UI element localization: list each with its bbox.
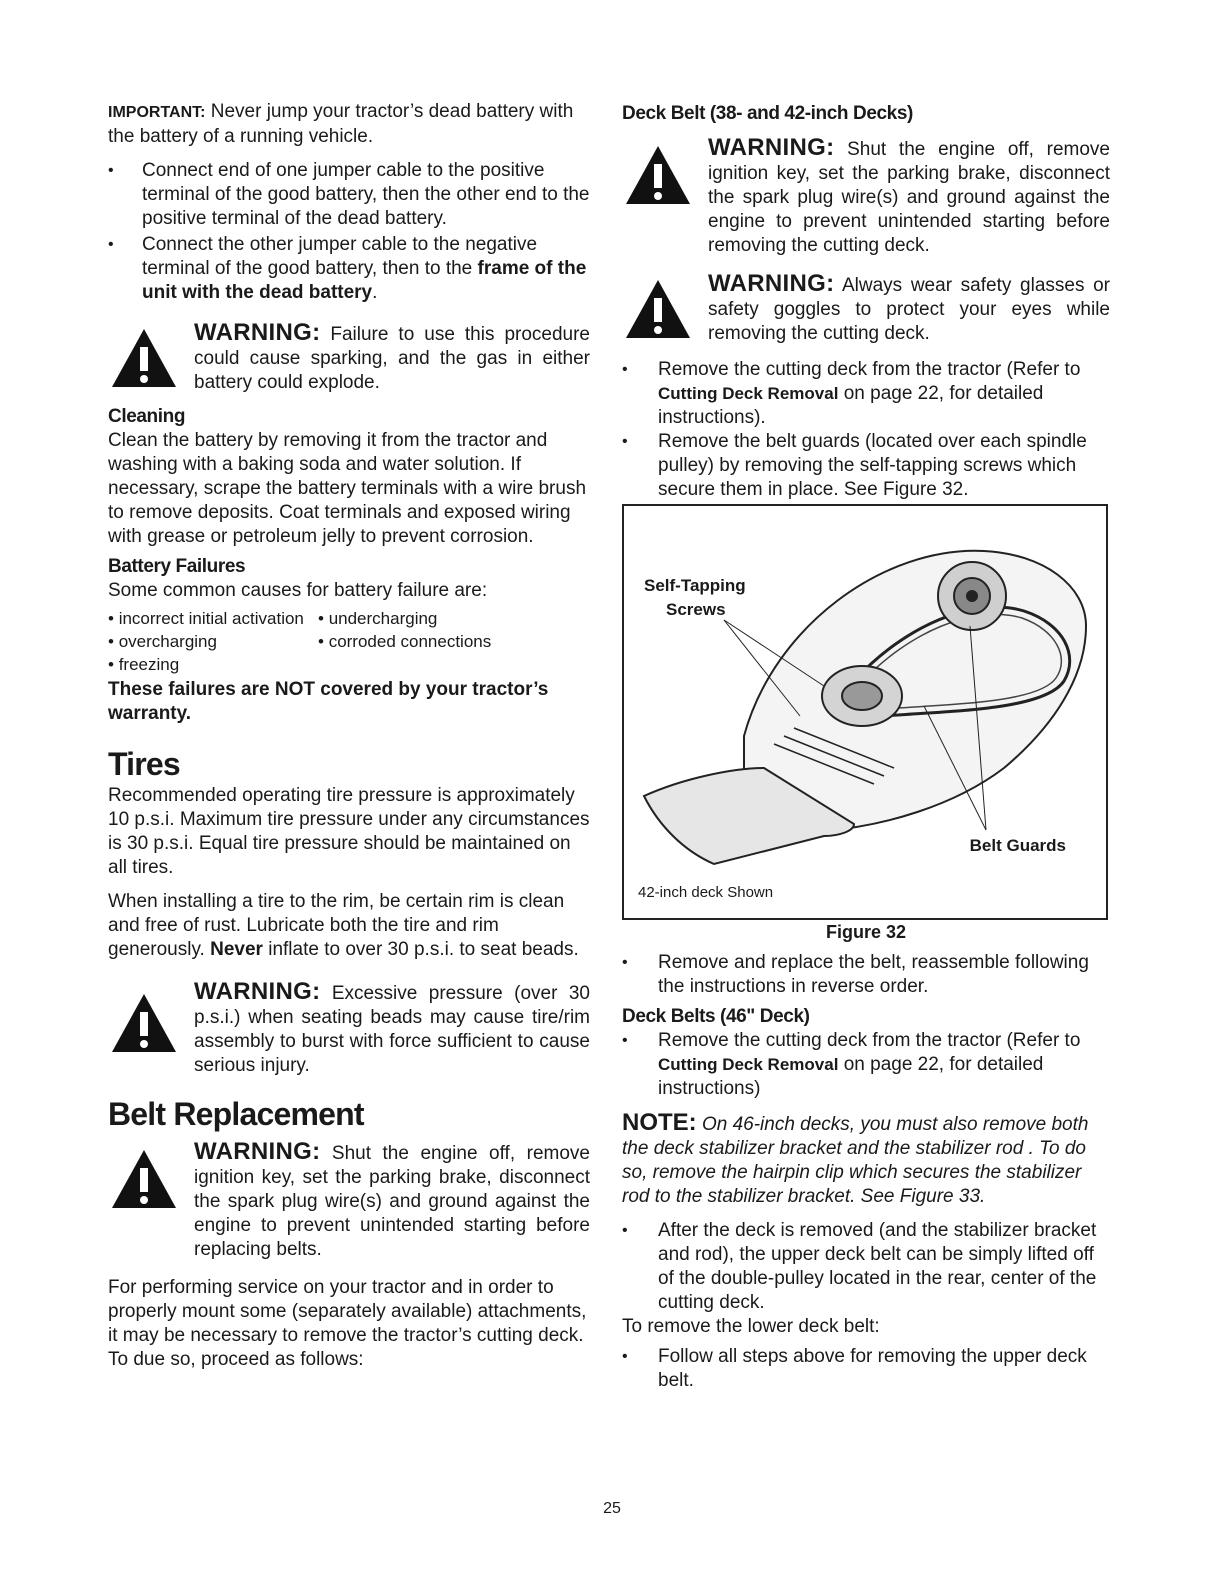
lower-belt-step: • Follow all steps above for removing the upper deck belt. — [622, 1345, 1110, 1393]
page-number: 25 — [603, 1500, 621, 1517]
figure-caption: Figure 32 — [825, 922, 907, 942]
tires-pressure-text: Recommended operating tire pressure is approximately 10 p.s.i. Maximum tire pressure under any circumstances is 30 p.s.i. Equal tire pressure should be maintained on all tires. — [108, 785, 590, 878]
lift-belt-step: • After the deck is removed (and the stabilizer bracket and rod), the upper deck belt can be simply lifted off of the double-pulley located in the rear, center of the cutting deck. — [622, 1219, 1110, 1315]
warning-triangle-icon — [624, 278, 692, 340]
warning-triangle-icon — [624, 144, 692, 206]
deck-46-heading: Deck Belts (46" Deck) — [622, 1006, 810, 1027]
cleaning-text: Clean the battery by removing it from the tractor and washing with a baking soda and water solution. If necessary, scrape the battery terminals with a wire brush to remove deposits. Coat terminals and exposed wiring with grease or petroleum jelly to prevent corrosion. — [108, 430, 587, 547]
replace-belt-step: • Remove and replace the belt, reassemble following the instructions in reverse order. — [622, 951, 1110, 999]
figure-note: 42-inch deck Shown — [638, 884, 774, 901]
tires-install-text: When installing a tire to the rim, be certain rim is clean and free of rust. Lubricate both the tire and rim generously. Never inflate to over 30 p.s.i. to seat beads. — [108, 891, 579, 960]
remove-deck-step: • Remove the cutting deck from the tractor (Refer to Cutting Deck Removal on page 22, for detailed instructions). — [622, 358, 1110, 430]
belt-intro-text: For performing service on your tractor and in order to properly mount some (separately available) attachments, it may be necessary to remove the tractor’s cutting deck. To due so, proceed as follows: — [108, 1277, 587, 1370]
tires-heading: Tires — [108, 746, 180, 782]
right-column — [622, 100, 1110, 1393]
cross-reference: Cutting Deck Removal — [658, 384, 839, 403]
warning-triangle-icon — [110, 1148, 178, 1210]
remove-deck-46-step: • Remove the cutting deck from the tractor (Refer to Cutting Deck Removal on page 22, for detailed instructions) — [622, 1029, 1110, 1101]
warning-remove-deck: WARNING: Shut the engine off, remove ignition key, set the parking brake, disconnect the spark plug wire(s) and ground against the engine to prevent unintended starting before removing the cutting deck. — [622, 136, 1110, 258]
lower-belt-intro: To remove the lower deck belt: — [622, 1316, 880, 1337]
left-column — [108, 100, 590, 1372]
list-item: • undercharging — [318, 607, 558, 630]
warning-belt-replacement: WARNING: Shut the engine off, remove ignition key, set the parking brake, disconnect the spark plug wire(s) and ground against the engine to prevent unintended starting before replacing belts. — [108, 1140, 590, 1262]
failures-list — [108, 607, 590, 676]
belt-replacement-heading: Belt Replacement — [108, 1096, 364, 1132]
list-item: • incorrect initial activation — [108, 607, 318, 630]
list-item: • freezing — [108, 653, 318, 676]
label-belt-guards: Belt Guards — [969, 836, 1066, 855]
warning-sparking: WARNING: Failure to use this procedure could cause sparking, and the gas in either battery could explode. — [108, 321, 590, 395]
jumper-step-2: • Connect the other jumper cable to the negative terminal of the good battery, then to the frame of the unit with the dead battery. — [108, 233, 590, 305]
warning-triangle-icon — [110, 327, 178, 389]
label-self-tapping-screws: Self-Tapping Screws — [644, 576, 746, 619]
battery-failures-heading: Battery Failures — [108, 556, 246, 577]
list-item: • overcharging — [108, 630, 318, 653]
cleaning-heading: Cleaning — [108, 406, 186, 427]
deck-belt-heading: Deck Belt (38- and 42-inch Decks) — [622, 103, 913, 124]
warranty-notice: These failures are NOT covered by your tractor’s warranty. — [108, 679, 549, 724]
warning-triangle-icon — [110, 992, 178, 1054]
important-note: IMPORTANT: Never jump your tractor’s dead battery with the battery of a running vehicle. — [108, 101, 574, 147]
deck-illustration — [624, 506, 1106, 918]
cross-reference: Cutting Deck Removal — [658, 1055, 839, 1074]
jumper-step-1: • Connect end of one jumper cable to the positive terminal of the good battery, then the other end to the positive terminal of the dead battery. — [108, 159, 590, 231]
important-label: IMPORTANT: — [108, 104, 206, 121]
warning-safety-glasses: WARNING: Always wear safety glasses or safety goggles to protect your eyes while removing the cutting deck. — [622, 272, 1110, 346]
failures-intro: Some common causes for battery failure are: — [108, 580, 488, 601]
remove-guards-step: • Remove the belt guards (located over each spindle pulley) by removing the self-tapping screws which secure them in place. See Figure 32. — [622, 430, 1110, 502]
list-item: • corroded connections — [318, 630, 558, 653]
warning-tire-pressure: WARNING: Excessive pressure (over 30 p.s.i.) when seating beads may cause tire/rim assembly to burst with force sufficient to cause serious injury. — [108, 980, 590, 1078]
note-46-inch: NOTE: On 46-inch decks, you must also remove both the deck stabilizer bracket and the stabilizer rod . To do so, remove the hairpin clip which secures the stabilizer rod to the stabilizer bracket. See Figure 33. — [622, 1109, 1089, 1207]
figure-32-box — [622, 504, 1108, 920]
